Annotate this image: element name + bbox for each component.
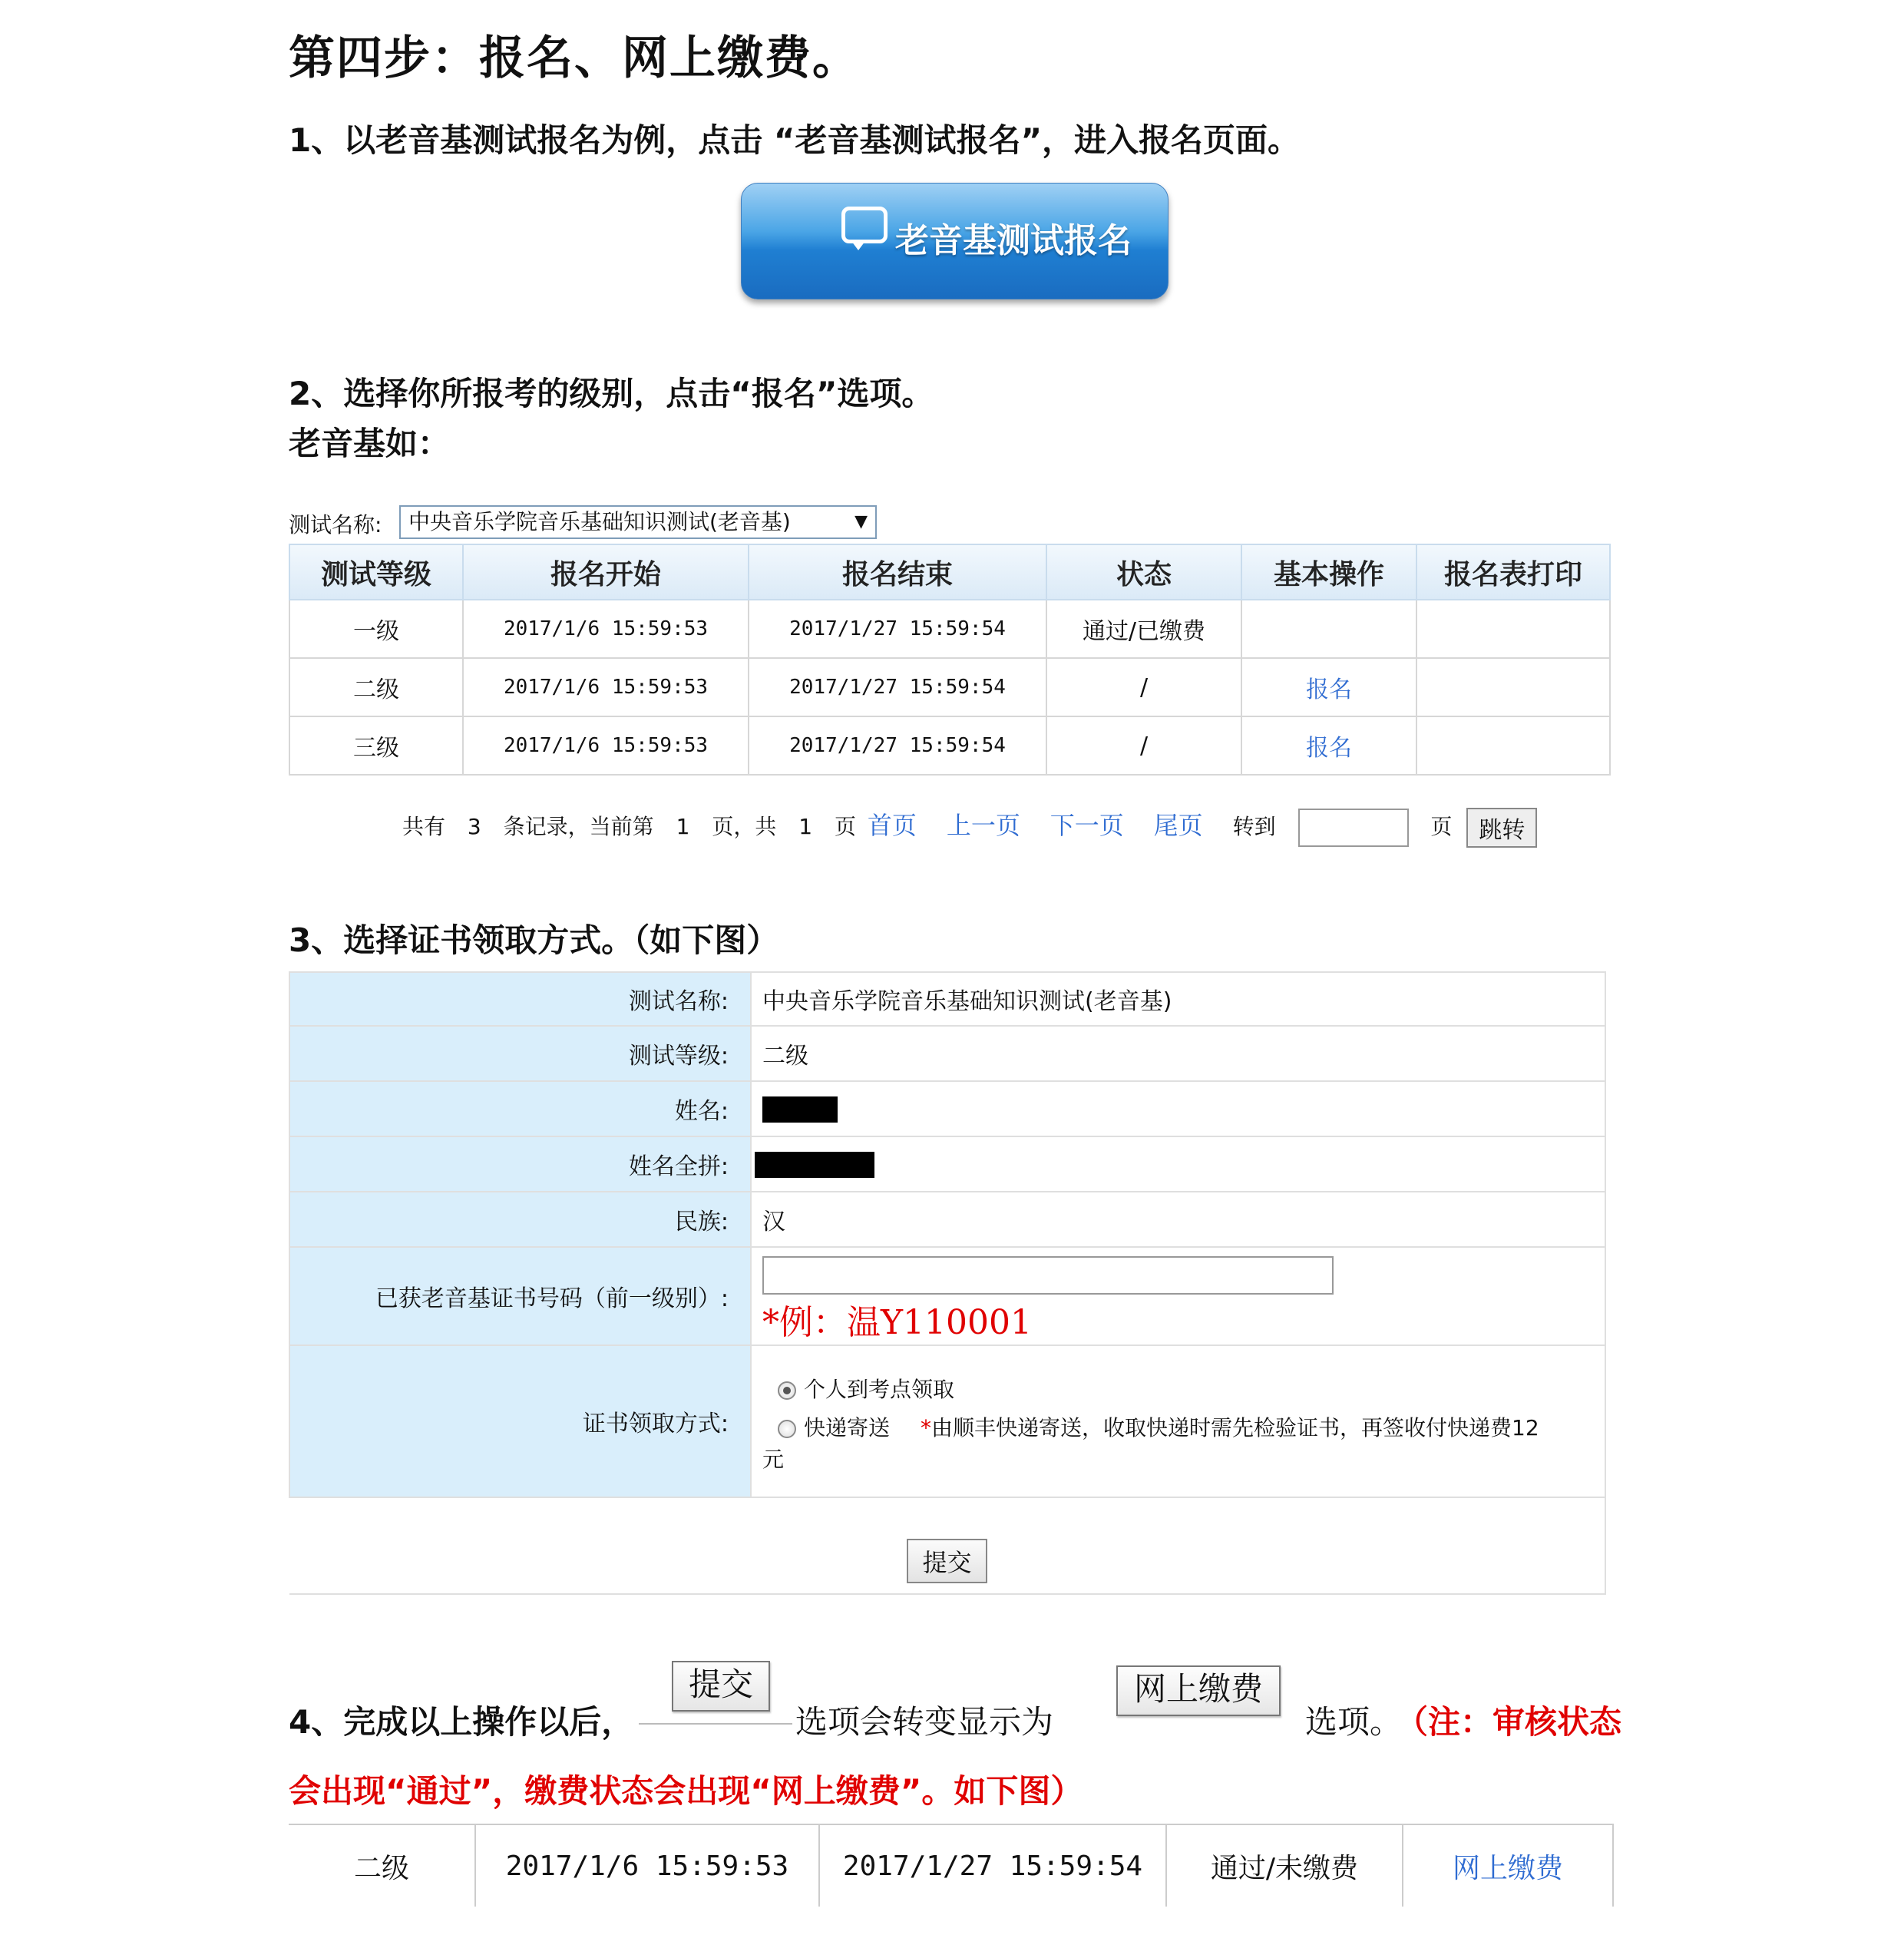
col-header: 报名开始 (463, 544, 749, 600)
form-label: 测试名称: (289, 972, 751, 1026)
col-header: 报名表打印 (1416, 544, 1610, 600)
last-page-link[interactable]: 尾页 (1153, 811, 1203, 840)
pinyin-value (751, 1136, 1605, 1192)
submit-button-sample: 提交 (672, 1661, 770, 1712)
option-express-label: 快递寄送 (804, 1415, 891, 1440)
pager-text: 页，共 (712, 814, 777, 839)
status-cell: 通过/已缴费 (1046, 600, 1241, 658)
start-cell: 2017/1/6 15:59:53 (463, 600, 749, 658)
form-row (289, 1136, 1605, 1192)
level-cell: 三级 (289, 716, 463, 775)
ethnicity-value: 汉 (751, 1192, 1605, 1247)
certificate-number-input[interactable] (762, 1256, 1334, 1295)
prev-page-link[interactable]: 上一页 (946, 811, 1020, 840)
exam-level-table (289, 544, 1611, 776)
redacted-block (762, 1096, 838, 1123)
divider (639, 1723, 792, 1725)
button-label: 老音基测试报名 (895, 221, 1132, 260)
first-page-link[interactable]: 首页 (867, 811, 917, 840)
step2-subtext: 老音基如： (289, 425, 451, 462)
next-page-link[interactable]: 下一页 (1050, 811, 1124, 840)
express-note: 由顺丰快递寄送，收取快递时需先检验证书，再签收付快递费12 (931, 1415, 1539, 1440)
pager-page-total: 1 (798, 814, 813, 839)
page-title: 第四步：报名、网上缴费。 (289, 31, 860, 85)
pager-text: 页 (834, 814, 856, 839)
print-cell (1416, 600, 1610, 658)
col-header: 报名结束 (749, 544, 1046, 600)
print-cell (1416, 658, 1610, 716)
goto-label: 转到 (1232, 814, 1276, 839)
form-label: 已获老音基证书号码（前一级别）: (289, 1247, 751, 1345)
table-row (289, 716, 1610, 775)
option-pickup-label: 个人到考点领取 (804, 1377, 955, 1402)
step4-note-line1: （注：审核状态 (1396, 1703, 1622, 1741)
col-header: 测试等级 (289, 544, 463, 600)
form-row (289, 1026, 1605, 1081)
cert-example: *例：温Y110001 (762, 1303, 1033, 1342)
start-cell: 2017/1/6 15:59:53 (475, 1824, 819, 1907)
express-note-cont: 元 (762, 1447, 785, 1472)
form-row (289, 1192, 1605, 1247)
register-link[interactable]: 报名 (1241, 716, 1416, 775)
level-cell: 一级 (289, 600, 463, 658)
radio-express[interactable] (778, 1420, 796, 1438)
exam-select[interactable] (399, 505, 877, 539)
end-cell: 2017/1/27 15:59:54 (819, 1824, 1166, 1907)
form-label: 姓名: (289, 1081, 751, 1136)
table-row (289, 1824, 1613, 1907)
form-label: 证书领取方式: (289, 1345, 751, 1497)
status-cell: / (1046, 658, 1241, 716)
action-cell (1241, 600, 1416, 658)
radio-pickup[interactable] (778, 1381, 796, 1400)
method-cell (751, 1345, 1605, 1497)
chat-bubble-icon (841, 207, 888, 243)
pager-text: 条记录，当前第 (503, 814, 654, 839)
print-cell (1416, 716, 1610, 775)
goto-suffix: 页 (1430, 814, 1453, 839)
form-row (289, 1081, 1605, 1136)
step4-suffix: 选项。 (1305, 1703, 1403, 1741)
form-row (289, 1247, 1605, 1345)
online-pay-link[interactable]: 网上缴费 (1403, 1824, 1613, 1907)
pager-current: 1 (676, 814, 690, 839)
name-value (751, 1081, 1605, 1136)
form-label: 姓名全拼: (289, 1136, 751, 1192)
online-pay-button-sample: 网上缴费 (1116, 1665, 1281, 1716)
step1-text: 1、以老音基测试报名为例，点击 “老音基测试报名”，进入报名页面。 (289, 121, 1301, 159)
exam-select-label: 测试名称: (289, 512, 382, 537)
end-cell: 2017/1/27 15:59:54 (749, 600, 1046, 658)
table-row (289, 658, 1610, 716)
status-cell: 通过/未缴费 (1166, 1824, 1403, 1907)
level-cell: 二级 (289, 658, 463, 716)
redacted-block (755, 1152, 874, 1178)
step2-text: 2、选择你所报考的级别，点击“报名”选项。 (289, 375, 934, 412)
dropdown-arrow-icon: ▼ (854, 512, 868, 531)
exam-select-value: 中央音乐学院音乐基础知识测试(老音基) (408, 509, 791, 534)
pager-total: 3 (467, 814, 481, 839)
cert-value-cell (751, 1247, 1605, 1345)
table-row (289, 600, 1610, 658)
end-cell: 2017/1/27 15:59:54 (749, 716, 1046, 775)
step4-note-line2: 会出现“通过”，缴费状态会出现“网上缴费”。如下图） (289, 1772, 1083, 1810)
note-star: * (921, 1415, 932, 1440)
jump-button[interactable]: 跳转 (1466, 808, 1537, 848)
pagination (402, 806, 1552, 848)
end-cell: 2017/1/27 15:59:54 (749, 658, 1046, 716)
certificate-form (289, 971, 1606, 1595)
submit-cell (289, 1497, 1605, 1594)
form-row (289, 1345, 1605, 1497)
start-cell: 2017/1/6 15:59:53 (463, 716, 749, 775)
col-header: 基本操作 (1241, 544, 1416, 600)
form-label: 测试等级: (289, 1026, 751, 1081)
form-label: 民族: (289, 1192, 751, 1247)
submit-button[interactable]: 提交 (907, 1539, 987, 1583)
goto-page-input[interactable] (1298, 809, 1409, 847)
result-table (289, 1824, 1614, 1907)
status-cell: / (1046, 716, 1241, 775)
exam-name-value: 中央音乐学院音乐基础知识测试(老音基) (751, 972, 1605, 1026)
old-basic-test-registration-button[interactable] (741, 183, 1169, 299)
start-cell: 2017/1/6 15:59:53 (463, 658, 749, 716)
step4-prefix: 4、完成以上操作以后， (289, 1703, 634, 1741)
step3-text: 3、选择证书领取方式。（如下图） (289, 921, 779, 959)
level-cell: 二级 (289, 1824, 475, 1907)
pager-text: 共有 (402, 814, 446, 839)
table-header-row (289, 544, 1610, 600)
form-row (289, 1497, 1605, 1594)
level-value: 二级 (751, 1026, 1605, 1081)
step4-middle: 选项会转变显示为 (795, 1703, 1054, 1741)
register-link[interactable]: 报名 (1241, 658, 1416, 716)
form-row (289, 972, 1605, 1026)
col-header: 状态 (1046, 544, 1241, 600)
